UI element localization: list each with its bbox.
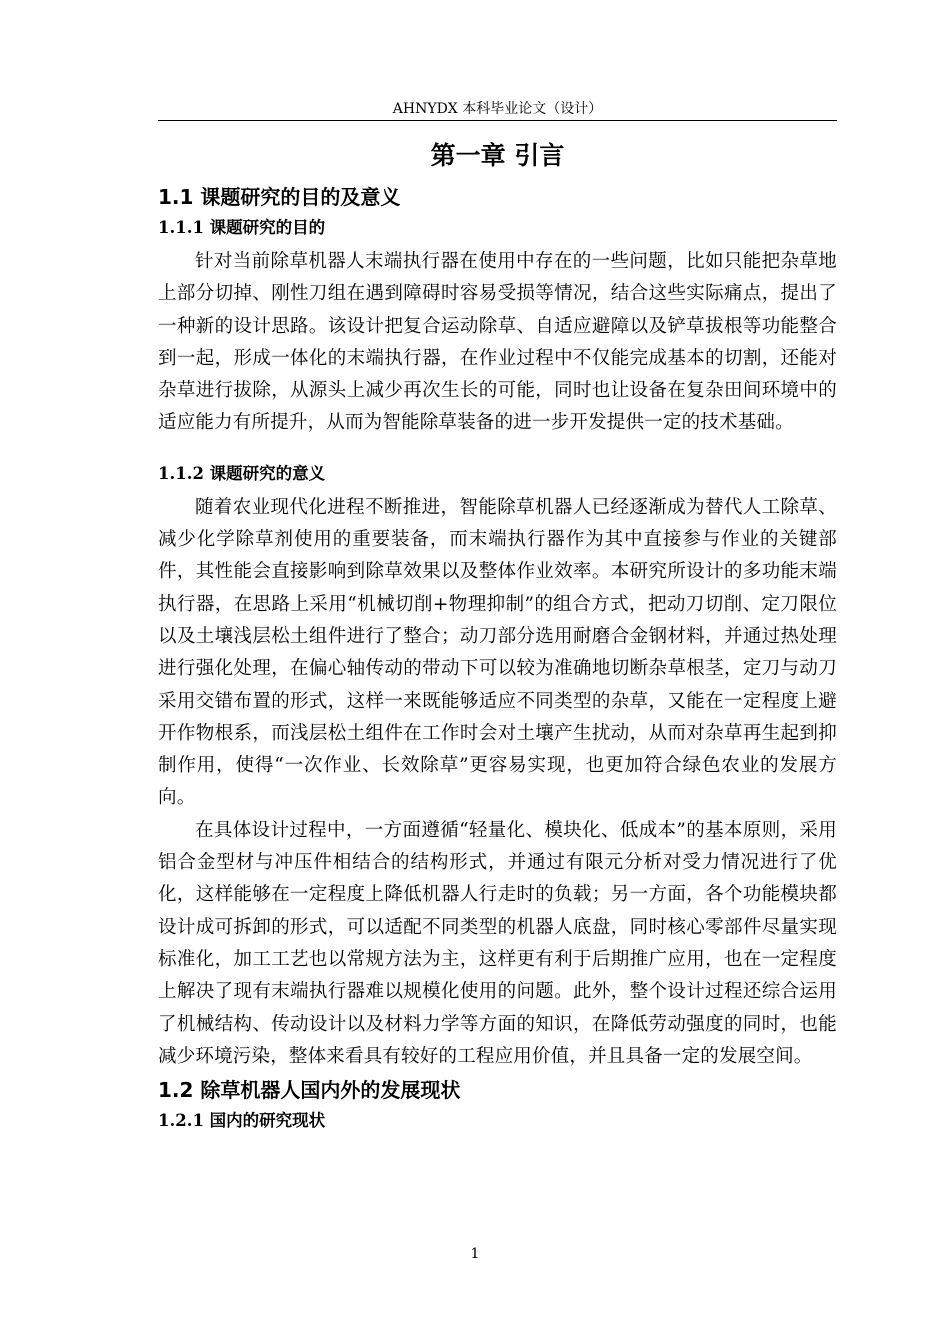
subsection-heading-1-1-1: 1.1.1 课题研究的目的	[158, 218, 326, 237]
body-paragraph: 随着农业现代化进程不断推进，智能除草机器人已经逐渐成为替代人工除草、减少化学除草剂使用的重要装备，而末端执行器作为其中直接参与作业的关键部件，其性能会直接影响到除草效果以及整体作业效率。本研究所设计的多功能末端执行器，在思路上采用“机械切削+物理抑制”的组合方式，把动刀切削、定刀限位以及土壤浅层松土组件进行了整合；动刀部分选用耐磨合金钢材料，并通过热处理进行强化处理，在偏心轴传动的带动下可以较为准确地切断杂草根茎，定刀与动刀采用交错布置的形式，这样一来既能够适应不同类型的杂草，又能在一定程度上避开作物根系，而浅层松土组件在工作时会对土壤产生扰动，从而对杂草再生起到抑制作用，使得“一次作业、长效除草”更容易实现，也更加符合绿色农业的发展方向。	[158, 496, 837, 809]
body-paragraph: 针对当前除草机器人末端执行器在使用中存在的一些问题，比如只能把杂草地上部分切掉、刚性刀组在遇到障碍时容易受损等情况，结合这些实际痛点，提出了一种新的设计思路。该设计把复合运动除草、自适应避障以及铲草拔根等功能整合到一起，形成一体化的末端执行器，在作业过程中不仅能完成基本的切割，还能对杂草进行拔除，从源头上减少再次生长的可能，同时也让设备在复杂田间环境中的适应能力有所提升，从而为智能除草装备的进一步开发提供一定的技术基础。	[158, 251, 837, 434]
page-content	[158, 138, 837, 1139]
page-number: 1	[470, 1246, 480, 1262]
running-header: AHNYDX 本科毕业论文（设计）	[392, 101, 603, 117]
header-rule	[158, 120, 837, 121]
chapter-title: 第一章 引言	[430, 141, 565, 170]
body-paragraph: 在具体设计过程中，一方面遵循“轻量化、模块化、低成本”的基本原则，采用铝合金型材与冲压件相结合的结构形式，并通过有限元分析对受力情况进行了优化，这样能够在一定程度上降低机器人行走时的负载；另一方面，各个功能模块都设计成可拆卸的形式，可以适配不同类型的机器人底盘，同时核心零部件尽量实现标准化，加工工艺也以常规方法为主，这样更有利于后期推广应用，也在一定程度上解决了现有末端执行器难以规模化使用的问题。此外，整个设计过程还综合运用了机械结构、传动设计以及材料力学等方面的知识，在降低劳动强度的同时，也能减少环境污染，整体来看具有较好的工程应用价值，并且具备一定的发展空间。	[158, 819, 837, 1067]
section-heading-1-2: 1.2 除草机器人国内外的发展现状	[158, 1078, 461, 1103]
section-heading-1-1: 1.1 课题研究的目的及意义	[158, 185, 401, 209]
subsection-heading-1-1-2: 1.1.2 课题研究的意义	[158, 463, 326, 483]
subsection-heading-1-2-1: 1.2.1 国内的研究现状	[158, 1111, 326, 1131]
